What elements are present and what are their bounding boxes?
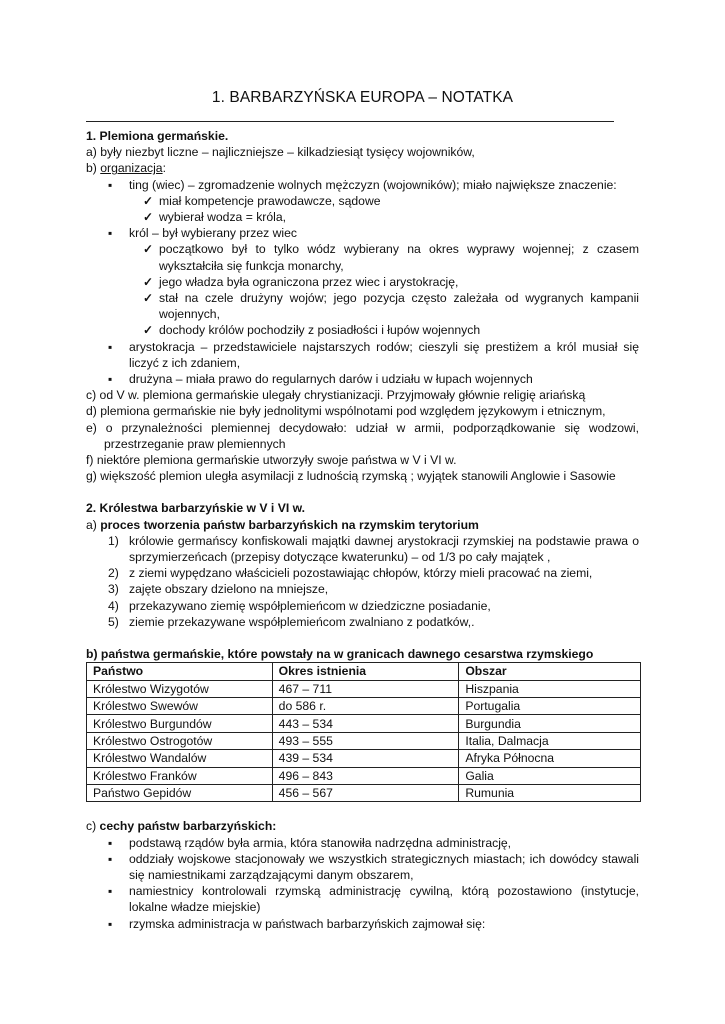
table-row: [87, 715, 641, 732]
table-cell: Rumunia: [459, 785, 641, 802]
item-number: 4): [108, 598, 119, 613]
item-text: z ziemi wypędzano właścicieli pozostawiając chłopów, którzy mieli pracować na ziemi,: [129, 566, 593, 581]
point-c: c) od V w. plemiona germańskie ulegały chrystianizacji. Przyjmowały głównie religię ariańską: [86, 388, 586, 403]
states-table: [86, 662, 641, 802]
table-cell: Królestwo Ostrogotów: [87, 732, 273, 749]
item-text: królowie germańscy konfiskowali majątki dawnej arystokracji rzymskiej na podstawie prawa o sprzymierzeńcach (przepisy dotyczące kwaterunku) – od 1/3 po cały majątek ,: [129, 533, 639, 565]
spacer: [86, 484, 639, 500]
page-title: 1. BARBARZYŃSKA EUROPA – NOTATKA: [211, 89, 514, 106]
check-item: ✓ stał na czele drużyny wojów; jego pozycja często zależała od wygranych kampanii wojennych,: [86, 290, 639, 322]
item-text: zajęte obszary dzielono na mniejsze,: [129, 582, 329, 597]
item-number: 1): [108, 533, 119, 548]
s2-point-a-prefix: a): [86, 517, 101, 532]
table-row: [87, 680, 641, 697]
table-cell: 493 – 555: [272, 732, 459, 749]
table-cell: Królestwo Franków: [87, 767, 273, 784]
numbered-item: [86, 533, 639, 565]
check-item: ✓ miał kompetencje prawodawcze, sądowe: [86, 193, 639, 209]
bullet-item: ▪ rzymska administracja w państwach barbarzyńskich zajmował się:: [86, 916, 639, 932]
table-cell: Burgundia: [459, 715, 641, 732]
table-cell: 443 – 534: [272, 715, 459, 732]
point-e: e) o przynależności plemiennej decydowało: udział w armii, podporządkowanie się wodzowi, przestrzeganie praw plemiennych: [86, 420, 639, 451]
point-b: [86, 160, 639, 176]
item-number: 3): [108, 582, 119, 597]
point-f: f) niektóre plemiona germańskie utworzyły swoje państwa w V i VI w.: [86, 453, 457, 468]
table-cell: Portugalia: [459, 698, 641, 715]
s2-point-c-prefix: c): [86, 819, 100, 834]
bullet-krol: ▪ król – był wybierany przez wiec: [86, 225, 639, 241]
header-cell: Państwo: [87, 663, 273, 680]
table-cell: Państwo Gepidów: [87, 785, 273, 802]
table-row: [87, 750, 641, 767]
point-d: d) plemiona germańskie nie były jednolitymi wspólnotami pod względem językowym i etnicznym,: [86, 404, 606, 419]
s2-point-a-title: proces tworzenia państw barbarzyńskich na rzymskim terytorium: [100, 517, 479, 532]
table-row: [87, 767, 641, 784]
item-number: 2): [108, 566, 119, 581]
bullet-item: ▪ oddziały wojskowe stacjonowały we wszystkich strategicznych miastach; ich dowódcy stawali się namiestnikami zarządzającymi danym obszarem,: [86, 851, 639, 883]
numbered-item: [86, 581, 639, 597]
spacer: [86, 630, 639, 646]
bullet-arystokracja: ▪ arystokracja – przedstawiciele najstarszych rodów; cieszyli się prestiżem a król musiał się liczyć z ich zdaniem,: [86, 339, 639, 371]
title-underline: [86, 121, 614, 122]
table-cell: 467 – 711: [272, 680, 459, 697]
table-row: [87, 698, 641, 715]
bullet-ting: ▪ ting (wiec) – zgromadzenie wolnych mężczyzn (wojowników); miało największe znaczenie:: [86, 177, 639, 193]
spacer: [86, 802, 639, 818]
s2-point-a: [86, 517, 639, 533]
document-body: [86, 128, 639, 932]
table-cell: Królestwo Wandalów: [87, 750, 273, 767]
point-g: g) większość plemion uległa asymilacji z ludnością rzymską ; wyjątek stanowili Anglowie i Sasowie: [86, 469, 616, 484]
item-number: 5): [108, 614, 119, 629]
bullet-item: ▪ podstawą rządów była armia, która stanowiła nadrzędna administrację,: [86, 835, 639, 851]
item-text: przekazywano ziemię współplemieńcom w dziedziczne posiadanie,: [129, 598, 491, 613]
check-item: ✓ wybierał wodza = króla,: [86, 209, 639, 225]
table-cell: 439 – 534: [272, 750, 459, 767]
numbered-item: [86, 565, 639, 581]
check-item: ✓ początkowo był to tylko wódz wybierany na okres wyprawy wojennej; z czasem wykształciła się funkcja monarchy,: [86, 241, 639, 273]
table-cell: do 586 r.: [272, 698, 459, 715]
check-item: ✓ dochody królów pochodziły z posiadłości i łupów wojennych: [86, 322, 639, 338]
section-1-heading: 1. Plemiona germańskie.: [86, 129, 229, 143]
table-cell: Królestwo Swewów: [87, 698, 273, 715]
bullet-item: ▪ namiestnicy kontrolowali rzymską administrację cywilną, którą pozostawiono (instytucje, lokalne władze miejskie): [86, 883, 639, 915]
point-a: a) były niezbyt liczne – najliczniejsze – kilkadziesiąt tysięcy wojowników,: [86, 145, 475, 160]
table-cell: 496 – 843: [272, 767, 459, 784]
numbered-item: [86, 598, 639, 614]
table-cell: Hiszpania: [459, 680, 641, 697]
table-cell: Italia, Dalmacja: [459, 732, 641, 749]
table-row: [87, 732, 641, 749]
item-text: ziemie przekazywane współplemieńcom zwalniano z podatków,.: [129, 614, 475, 629]
table-cell: 456 – 567: [272, 785, 459, 802]
table-header-row: [87, 663, 641, 680]
s2-point-c-title: cechy państw barbarzyńskich:: [99, 819, 277, 834]
table-cell: Afryka Północna: [459, 750, 641, 767]
numbered-item: [86, 614, 639, 630]
table-cell: Galia: [459, 767, 641, 784]
point-b-word: organizacja: [100, 161, 163, 176]
point-b-prefix: b): [86, 161, 101, 176]
table-row: [87, 785, 641, 802]
s2-point-c: [86, 818, 639, 834]
check-item: ✓ jego władza była ograniczona przez wiec i arystokrację,: [86, 274, 639, 290]
table-cell: Królestwo Burgundów: [87, 715, 273, 732]
header-cell: Obszar: [459, 663, 641, 680]
table-cell: Królestwo Wizygotów: [87, 680, 273, 697]
point-b-suffix: :: [162, 161, 166, 176]
header-cell: Okres istnienia: [272, 663, 459, 680]
bullet-druzyna: ▪ drużyna – miała prawo do regularnych darów i udziału w łupach wojennych: [86, 371, 639, 387]
section-2-heading: 2. Królestwa barbarzyńskie w V i VI w.: [86, 501, 306, 516]
s2-point-b-heading: b) państwa germańskie, które powstały na w granicach dawnego cesarstwa rzymskiego: [86, 647, 594, 662]
